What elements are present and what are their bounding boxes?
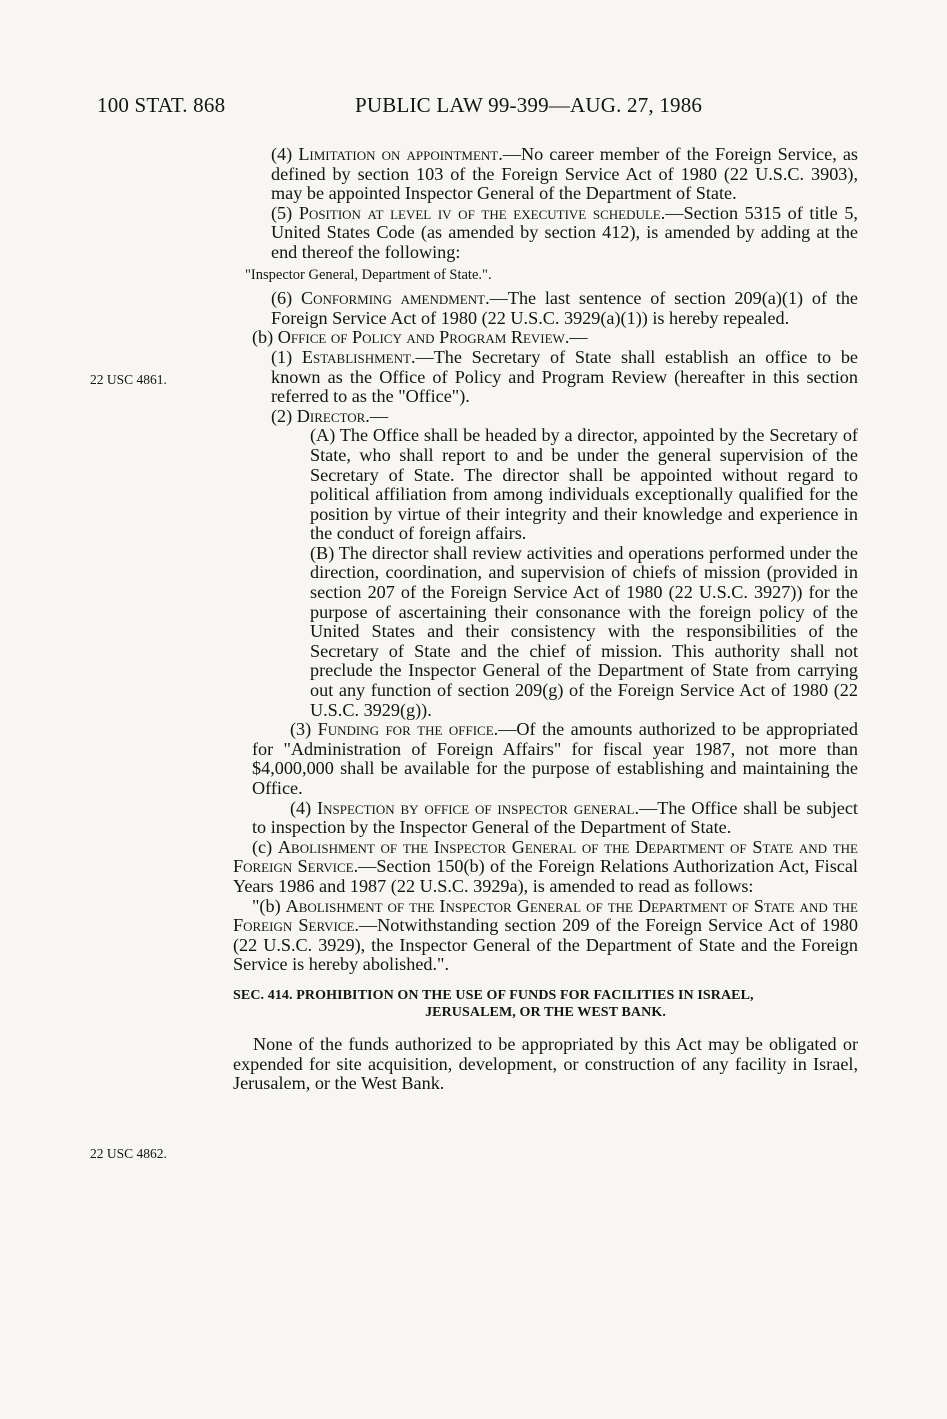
paragraph-label: (2) — [271, 405, 297, 426]
paragraph-label: (6) — [271, 288, 301, 309]
paragraph-heading: Inspection by office of inspector general. — [317, 797, 640, 818]
quoted-text: —Notwithstanding section 209 of the Foreign Service Act of 1980 (22 U.S.C. 3929), the Inspector General of the Department of State and the Foreign Service is hereby abolished.". — [233, 915, 858, 975]
paragraph-heading: Director. — [296, 405, 370, 426]
paragraph-text: —The last sentence of section 209(a)(1) of the Foreign Service Act of 1980 (22 U.S.C. 3929(a)(1)) is hereby repealed. — [271, 288, 858, 328]
paragraph-text: — — [369, 405, 389, 426]
statute-page-number: 100 STAT. 868 — [97, 93, 226, 117]
paragraph-text: —The Secretary of State shall establish an office to be known as the Office of Policy and Program Review (hereafter in this section referred to as the "Office"). — [271, 346, 858, 407]
paragraph-text: —Of the amounts authorized to be appropriated for "Administration of Foreign Affairs" for fiscal year 1987, not more than $4,000,000 shall be available for the purpose of establishing and maintaining the Office. — [252, 719, 858, 798]
paragraph-label: (5) — [271, 202, 299, 223]
paragraph-a5 — [233, 204, 858, 263]
page-title: PUBLIC LAW 99-399—AUG. 27, 1986 — [355, 93, 703, 117]
paragraph-b4 — [233, 799, 858, 838]
paragraph-text: —The Office shall be subject to inspection by the Inspector General of the Department of State. — [252, 797, 858, 838]
subparagraph-b2a: (A) The Office shall be headed by a director, appointed by the Secretary of State, who shall report to and be under the general supervision of the Secretary of State. The director shall be appointed without regard to political affiliation from among individuals exceptionally qualified for the position by virtue of their integrity and their knowledge and experience in the conduct of foreign affairs. — [310, 425, 858, 544]
paragraph-heading: Limitation on appointment. — [298, 144, 503, 164]
quoted-subsection-b — [233, 897, 858, 975]
margin-note-usc-4862: 22 USC 4862. — [90, 1146, 167, 1161]
paragraph-heading: Establishment. — [301, 346, 416, 367]
paragraph-a4 — [233, 145, 858, 204]
paragraph-a6 — [233, 289, 858, 328]
subsection-label: (b) — [252, 327, 278, 348]
quoted-amendment: "Inspector General, Department of State.". — [245, 266, 492, 283]
paragraph-text: —Section 5315 of title 5, United States Code (as amended by section 412), is amended by adding at the end thereof the following: — [271, 202, 858, 262]
paragraph-label: (1) — [271, 346, 302, 367]
subsection-heading: Abolishment of the Inspector General of the Department of State and the Foreign Service. — [233, 836, 858, 877]
section-heading-line-2: JERUSALEM, OR THE WEST BANK. — [425, 1004, 666, 1020]
paragraph-b3 — [233, 720, 858, 798]
paragraph-b2 — [233, 407, 858, 427]
subsection-heading: Office of Policy and Program Review. — [277, 327, 570, 348]
paragraph-label: (4) — [271, 144, 299, 164]
paragraph-heading: Funding for the office. — [317, 719, 499, 740]
section-414-heading — [233, 987, 858, 1021]
subparagraph-b2b: (B) The director shall review activities and operations performed under the direction, coordination, and supervision of chiefs of mission (provided in section 207 of the Foreign Service Act of 1980 (22 U.S.C. 3927)) for the purpose of ascertaining their consonance with the foreign policy of the United States and their consistency with the responsibilities of the Secretary of State and the chief of mission. This authority shall not preclude the Inspector General of the Department of State from carrying out any function of section 209(g) of the Foreign Service Act of 1980 (22 U.S.C. 3929(g)). — [310, 542, 858, 720]
margin-note-usc-4861: 22 USC 4861. — [90, 372, 167, 387]
section-heading-line-1: SEC. 414. PROHIBITION ON THE USE OF FUNDS FOR FACILITIES IN ISRAEL, — [233, 987, 754, 1003]
quoted-label: "(b) — [252, 895, 286, 916]
paragraph-text: —No career member of the Foreign Service, as defined by section 103 of the Foreign Service Act of 1980 (22 U.S.C. 3903), may be appointed Inspector General of the Department of State. — [271, 144, 858, 204]
subsection-b — [233, 328, 858, 348]
subsection-label: (c) — [252, 836, 278, 857]
paragraph-label: (3) — [290, 719, 318, 740]
paragraph-heading: Conforming amendment. — [300, 288, 490, 309]
subsection-c — [233, 838, 858, 897]
paragraph-label: (4) — [290, 797, 318, 818]
subsection-text: — — [569, 327, 588, 348]
paragraph-heading: Position at level iv of the executive schedule. — [298, 202, 666, 223]
quoted-heading: Abolishment of the Inspector General of the Department of State and the Foreign Service. — [233, 895, 858, 936]
document-body — [233, 145, 858, 1094]
section-414-text: None of the funds authorized to be appropriated by this Act may be obligated or expended for site acquisition, development, or construction of any facility in Israel, Jerusalem, or the West Bank. — [233, 1033, 858, 1094]
paragraph-b1 — [233, 348, 858, 407]
subsection-text: —Section 150(b) of the Foreign Relations Authorization Act, Fiscal Years 1986 and 1987 (22 U.S.C. 3929a), is amended to read as follows: — [233, 856, 858, 896]
